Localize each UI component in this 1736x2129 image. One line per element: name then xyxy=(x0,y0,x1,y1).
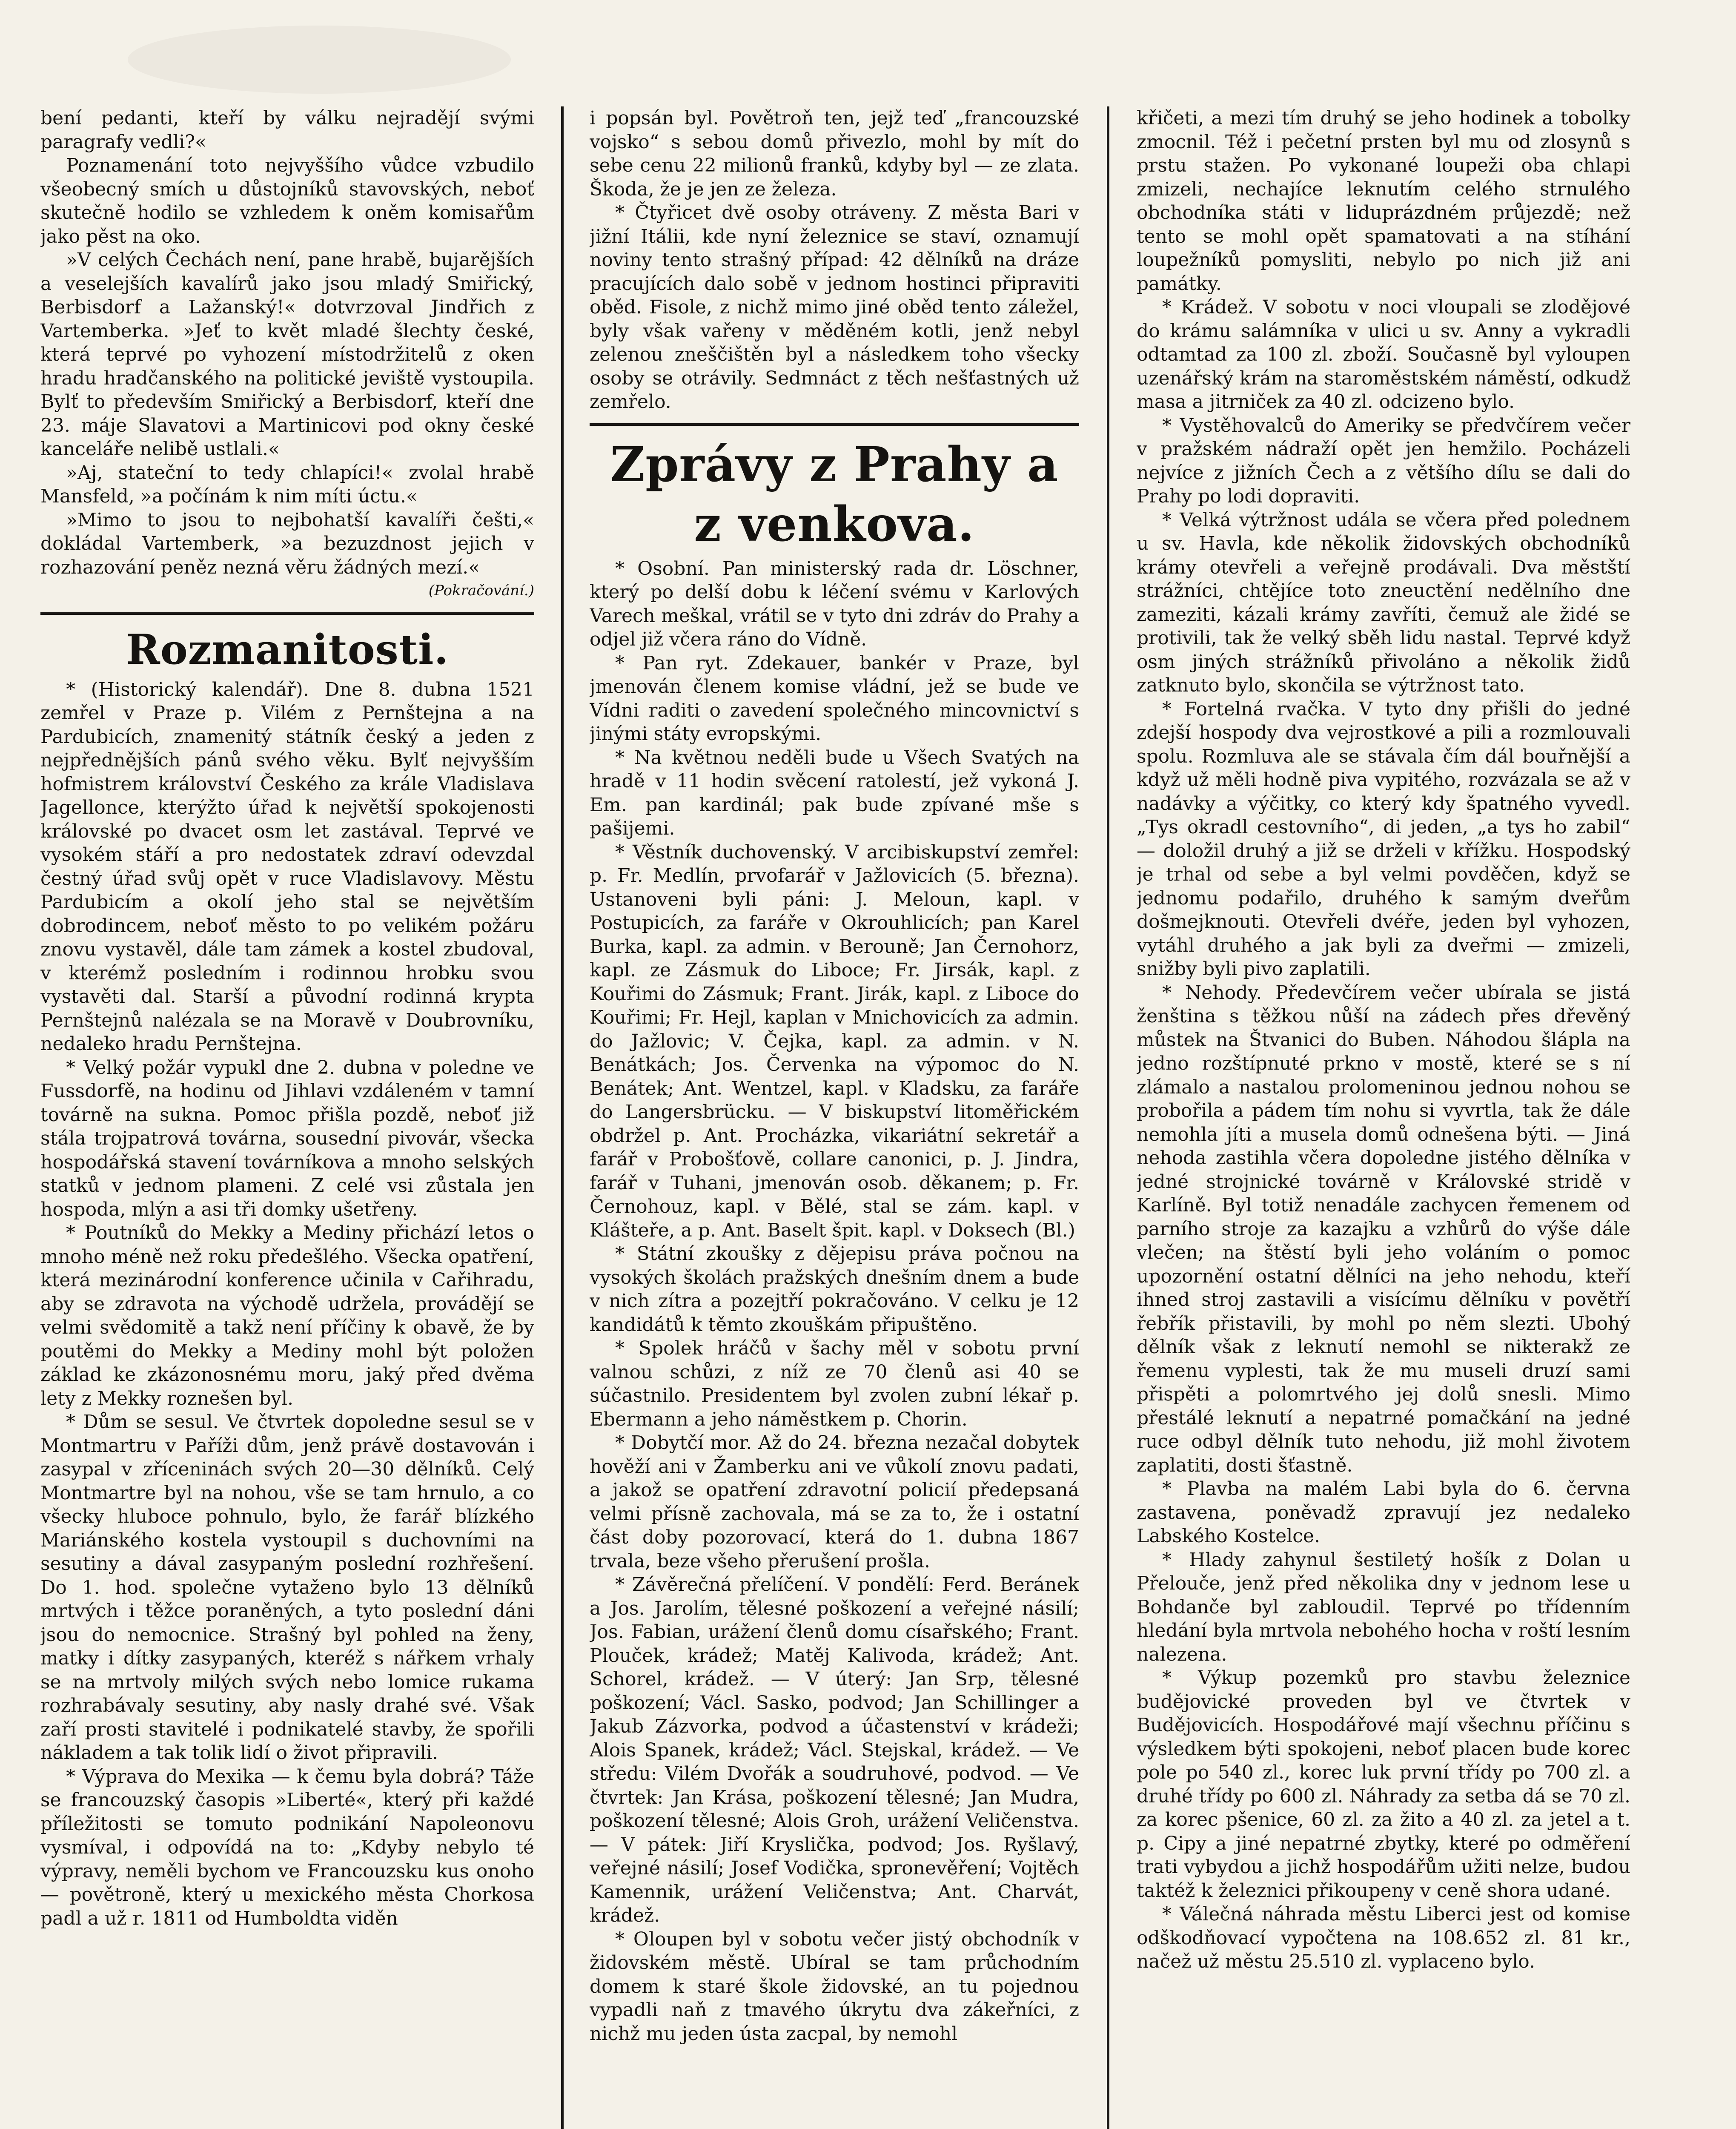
article-paragraph: * Fortelná rvačka. V tyto dny přišli do jedné zdejší hospody dva vejrostkové a pili a rozmlouvali spolu. Rozmluva ale se stávala čím dál bouřnější a když už měli hodně piva vypitého, rozvázala se až v nadávky a výčitky, co který kdy špatného vyvedl. „Tys okradl cestovního“, di jeden, „a tys ho zabil“ — doložil druhý a již se drželi v křížku. Hospodský je trhal od sebe a byl velmi povděčen, když se jednomu podařilo, druhého k samým dveřům došmejknouti. Otevřeli dvéře, jeden byl vyhozen, vytáhl druhého a jak byli za dveřmi — zmizeli, snižby byli pivo zaplatili. xyxy=(1137,698,1630,980)
column-middle xyxy=(590,106,1079,2129)
article-paragraph: * (Historický kalendář). Dne 8. dubna 1521 zemřel v Praze p. Vilém z Pernštejna a na Pardubicích, znamenitý státník český a jeden z nejpřednějších pánů svého věku. Bylť nejvyšším hofmistrem království Českého za krále Vladislava Jagellonce, kterýžto úřad k největší spokojenosti královské po dvacet osm let zastával. Teprvé ve vysokém stáří a pro nedostatek zdraví odevzdal čestný úřad svůj opět v ruce Vladislavovy. Městu Pardubicím a okolí jeho stal se největším dobrodincem, neboť město to po velikém požáru znovu vystavěl, dále tam zámek a kostel zbudoval, v kterémž posledním i rodinnou hrobku svou vystavěti dal. Starší a původní rodinná krypta Pernštejnů nalézala se na Moravě v Doubrovníku, nedaleko hradu Pernštejna. xyxy=(40,678,534,1055)
article-paragraph: * Hlady zahynul šestiletý hošík z Dolan u Přelouče, jenž před několika dny v jednom lese u Bohdanče byl zabloudil. Teprvé po třídenním hledání byla mrtvola nebohého hocha v roští lesním nalezena. xyxy=(1137,1549,1630,1665)
article-paragraph: Poznamenání toto nejvyššího vůdce vzbudilo všeobecný smích u důstojníků stavovských, neboť skutečně hodilo se vzhledem k oněm komisařům jako pěst na oko. xyxy=(40,155,534,247)
article-paragraph: »Aj, stateční to tedy chlapíci!« zvolal hrabě Mansfeld, »a počínám k nim míti úctu.« xyxy=(40,462,534,507)
column-divider-1 xyxy=(561,106,564,2129)
article-paragraph: * Plavba na malém Labi byla do 6. června zastavena, poněvadž zpravují jez nedaleko Labského Kostelce. xyxy=(1137,1478,1630,1547)
article-paragraph: * Oloupen byl v sobotu večer jistý obchodník v židovském městě. Ubíral se tam průchodním domem k staré škole židovské, an tu pojednou vypadli naň z tmavého úkrytu dva zákeřníci, z nichž mu jeden ústa zacpal, by nemohl xyxy=(590,1928,1079,2045)
article-paragraph: * Dům se sesul. Ve čtvrtek dopoledne sesul se v Montmartru v Paříži dům, jenž právě dostavován i zasypal v zříceninách svých 20—30 dělníků. Celý Montmartre byl na nohou, vše se tam hrnulo, a co všecky hluboce pohnulo, bylo, že farář blízkého Mariánského kostela vystoupil s duchovními na sesutiny a dával zasypaným poslední rozhřešení. Do 1. hod. společne vytaženo bylo 13 dělníků mrtvých i těžce poraněných, a tyto poslední dáni jsou do nemocnice. Strašný byl pohled na ženy, matky i dítky zasypaných, kteréž s nářkem vrhaly se na mrtvoly milých svých nebo lomice rukama rozhrabávaly sesutiny, aby nasly drahé své. Však zaří prosti stavitelé i podnikatelé stavby, že spořili nákladem a tak tolik lidí o život připravili. xyxy=(40,1411,534,1764)
article-paragraph: * Válečná náhrada městu Liberci jest od komise odškodňovací vypočtena na 108.652 zl. 81 kr., načež už městu 25.510 zl. vyplaceno bylo. xyxy=(1137,1903,1630,1972)
article-paragraph: »V celých Čechách není, pane hrabě, bujarějších a veselejších kavalírů jako jsou mladý Smiřický, Berbisdorf a Lažanský!« dotvrzoval Jindřich z Vartemberka. »Jeť to květ mladé šlechty české, která teprvé po vyhození místodržitelů z oken hradu hradčanského na politické jeviště vystoupila. Bylť to především Smiřický a Berbisdorf, kteří dne 23. máje Slavatovi a Martinicovi pod okny české kanceláře nelibě ustlali.« xyxy=(40,249,534,460)
article-paragraph: * Nehody. Předevčírem večer ubírala se jistá ženština s těžkou nůší na zádech přes dřevěný můstek na Štvanici do Buben. Náhodou šlápla na jedno rozštípnuté prkno v mostě, které se s ní zlámalo a nastalou prolomeninou jednou nohou se probořila a pádem tím nohu si vyvrtla, tak že dále nemohla jíti a musela domů odnešena býti. — Jiná nehoda zastihla včera dopoledne jistého dělníka v jedné strojnické továrně v Královské stridě v Karlíně. Byl totiž nenadále zachycen řemenem od parního stroje za kazajku a vzhůrů do výše dále vlečen; na štěstí byli jeho voláním o pomoc upozornění ostatní dělníci na jeho nehodu, kteří ihned stroj zastavili a visícímu dělníku v povětří řebřík přistavili, by mohl po něm slezti. Ubohý dělník však z leknutí nemohl se nikterakž ze řemenu vyplesti, tak že mu museli druzí sami přispěti a polomrtvého jej dolů snesli. Mimo přestálé leknutí a nepatrné pomačkání na jedné ruce odbyl dělník tuto nehodu, již mohl životem zaplatiti, dosti šťastně. xyxy=(1137,981,1630,1476)
article-paragraph: * Poutníků do Mekky a Mediny přichází letos o mnoho méně než roku předešlého. Všecka opatření, která mezinárodní konference učinila v Cařihradu, aby se zdravota na východě udržela, provádějí se velmi svědomitě a takž není příčiny k obavě, že by poutěmi do Mekky a Mediny mohl být položen základ ke zkázonosnému moru, jaký před dvěma lety z Mekky roznešen byl. xyxy=(40,1222,534,1409)
article-paragraph: * Na květnou neděli bude u Všech Svatých na hradě v 11 hodin svěcení ratolestí, jež vykoná J. Em. pan kardinál; pak bude zpívané mše s pašijemi. xyxy=(590,746,1079,839)
article-paragraph: * Závěrečná přelíčení. V pondělí: Ferd. Beránek a Jos. Jarolím, tělesné poškození a veřejné násilí; Jos. Fabian, urážení členů domu císařského; Frant. Plouček, krádež; Matěj Kalivoda, krádež; Ant. Schorel, krádež. — V úterý: Jan Srp, tělesné poškození; Václ. Sasko, podvod; Jan Schillinger a Jakub Zázvorka, podvod a účastenství v krádeži; Alois Spanek, krádež; Václ. Stejskal, krádež. — Ve středu: Vilém Dvořák a soudruhové, podvod. — Ve čtvrtek: Jan Krása, poškození tělesné; Jan Mudra, poškození tělesné; Alois Groh, urážení Veličenstva. — V pátek: Jiří Kryslička, podvod; Jos. Ryšlavý, veřejné násilí; Josef Vodička, spronevěření; Vojtěch Kamennik, urážení Veličenstva; Ant. Charvát, krádež. xyxy=(590,1574,1079,1926)
article-paragraph: * Pan ryt. Zdekauer, bankér v Praze, byl jmenován členem komise vládní, jež se bude ve Vídni raditi o zavedení společného mincovnictví s jinými státy evropskými. xyxy=(590,652,1079,745)
section-divider xyxy=(40,612,534,615)
article-paragraph: * Výkup pozemků pro stavbu železnice budějovické proveden byl ve čtvrtek v Budějovicích. Hospodářové mají všechnu příčinu s výsledkem býti spokojeni, neboť placen bude korec pole po 540 zl., korec luk první třídy po 700 zl. a druhé třídy po 600 zl. Náhrady za setba dá se 70 zl. za korec pšenice, 60 zl. za žito a 40 zl. za jetel a t. p. Cipy a jiné nepatrné zbytky, které po odměření trati vybydou a jichž hospodářům užiti nelze, budou taktéž k železnici přikoupeny v ceně shora udané. xyxy=(1137,1667,1630,1902)
section-heading: Rozmanitosti. xyxy=(126,625,449,674)
section-divider xyxy=(590,423,1079,426)
article-paragraph: * Státní zkoušky z dějepisu práva počnou na vysokých školách pražských dnešním dnem a bude v nich zítra a pozejtří pokračováno. V celku je 12 kandidátů k těmto zkouškám připuštěno. xyxy=(590,1243,1079,1336)
article-paragraph: * Vystěhovalců do Ameriky se předvčírem večer v pražském nádraží opět jen hemžilo. Pocházeli nejvíce z jižních Čech a z většího dílu se dali do Prahy po lodi dopraviti. xyxy=(1137,414,1630,507)
article-paragraph: * Velký požár vypukl dne 2. dubna v poledne ve Fussdorfě, na hodinu od Jihlavi vzdáleném v tamní továrně na sukna. Pomoc přišla pozdě, neboť již stála trojpatrová továrna, sousední pivovár, všecka hospodářská stavení továrníkova a mnoho selských statků v jednom plameni. Z celé vsi zůstala jen hospoda, mlýn a asi tři domky ušetřeny. xyxy=(40,1056,534,1220)
article-paragraph: * Osobní. Pan ministerský rada dr. Löschner, který po delší dobu k léčení svému v Karlových Varech meškal, vrátil se v tyto dni zdráv do Prahy a odjel již včera ráno do Vídně. xyxy=(590,557,1079,650)
article-paragraph: * Spolek hráčů v šachy měl v sobotu první valnou schůzi, z níž ze 70 členů asi 40 se súčastnilo. Presidentem byl zvolen zubní lékař p. Ebermann a jeho náměstkem p. Chorin. xyxy=(590,1337,1079,1430)
article-paragraph: křičeti, a mezi tím druhý se jeho hodinek a tobolky zmocnil. Též i pečetní prsten byl mu od zlosynů s prstu stažen. Po vykonané loupeži oba chlapi zmizeli, nechajíce leknutím celého strnulého obchodníka státi v liduprázdném průjezdě; než tento se mohl opět spamatovati a na stíhání loupežníků pomysliti, nebylo po nich již ani památky. xyxy=(1137,107,1630,295)
section-heading: Zprávy z Prahy a z venkova. xyxy=(610,436,1059,552)
article-paragraph: * Krádež. V sobotu v noci vloupali se zlodějové do krámu salámníka v ulici u sv. Anny a vykradli odtamtad za 100 zl. zboží. Současně byl vyloupen uzenářský krám na staroměstském náměstí, odkudž masa a jitrniček za 40 zl. odcizeno bylo. xyxy=(1137,296,1630,413)
column-divider-2 xyxy=(1107,106,1109,2129)
article-paragraph: * Dobytčí mor. Až do 24. března nezačal dobytek hověží ani v Žamberku ani ve vůkolí znovu padati, a jakož se opatření zdravotní policií předepsaná velmi přísně zachovala, má se za to, že i ostatní část doby pozorovací, která do 1. dubna 1867 trvala, beze všeho přerušení prošla. xyxy=(590,1432,1079,1572)
article-paragraph: * Věstník duchovenský. V arcibiskupství zemřel: p. Fr. Medlín, prvofarář v Jažlovicích (5. března). Ustanoveni byli páni: J. Meloun, kapl. v Postupicích, za faráře v Okrouhlicích; pan Karel Burka, kapl. za admin. v Berouně; Jan Černohorz, kapl. ze Zásmuk do Liboce; Fr. Jirsák, kapl. z Kouřimi do Zásmuk; Frant. Jirák, kapl. z Liboce do Kouřimi; Fr. Hejl, kaplan v Mnichovicích za admin. do Jažlovic; V. Čejka, kapl. za admin. v N. Benátkách; Jos. Červenka na výpomoc do N. Benátek; Ant. Wentzel, kapl. v Kladsku, za faráře do Langersbrücku. — V biskupství litoměřickém obdržel p. Ant. Procházka, vikariátní sekretář a farář v Probošťově, collare canonici, p. J. Jindra, farář v Tuhani, jmenován osob. děkanem; p. Fr. Černohouz, kapl. v Bělé, stal se zám. kapl. v Klášteře, a p. Ant. Baselt špit. kapl. v Doksech (Bl.) xyxy=(590,841,1079,1241)
article-paragraph: i popsán byl. Povětroň ten, jejž teď „francouzské vojsko“ s sebou domů přivezlo, mohl by mít do sebe cenu 22 milionů franků, kdyby byl — ze zlata. Škoda, že je jen ze železa. xyxy=(590,107,1079,200)
article-paragraph: * Čtyřicet dvě osoby otráveny. Z města Bari v jižní Itálii, kde nyní železnice se staví, oznamují noviny tento strašný případ: 42 dělníků na dráze pracujících dalo sobě v jednom hostinci připraviti oběd. Fisole, z nichž mimo jiné oběd tento záležel, byly však vařeny v měděném kotli, jenž nebyl zelenou zneščištěn byl a následkem toho všecky osoby se otrávily. Sedmnáct z těch nešťastných už zemřelo. xyxy=(590,202,1079,413)
column-left xyxy=(40,106,534,2129)
article-paragraph: * Výprava do Mexika — k čemu byla dobrá? Táže se francouzský časopis »Liberté«, který při každé příležitosti se tomuto podnikání Napoleonovu vysmíval, i odpovídá na to: „Kdyby nebylo té výpravy, neměli bychom ve Francouzsku kus onoho — povětroně, který u mexického města Chorkosa padl a už r. 1811 od Humboldta viděn xyxy=(40,1765,534,1929)
article-paragraph: * Velká výtržnost udála se včera před polednem u sv. Havla, kde několik židovských obchodníků krámy otevřeli a veřejně prodávali. Dva městští strážníci, chtějíce toto zneuctění nedělního dne zameziti, kázali krámy zavříti, čemuž ale židé se protivili, tak že velký sběh lidu nastal. Teprvé když osm jiných strážníků přivoláno a několik židů zatknuto bylo, skončila se výtržnost tato. xyxy=(1137,509,1630,696)
article-paragraph: »Mimo to jsou to nejbohatší kavalíři češti,« dokládal Vartemberk, »a bezuzdnost jejich v rozhazování peněz nezná věru žádných mezí.« xyxy=(40,509,534,578)
article-paragraph: bení pedanti, kteří by válku nejradějí svými paragrafy vedli?« xyxy=(40,107,534,153)
column-right xyxy=(1137,106,1630,2129)
continuation-note: (Pokračování.) xyxy=(428,582,534,599)
